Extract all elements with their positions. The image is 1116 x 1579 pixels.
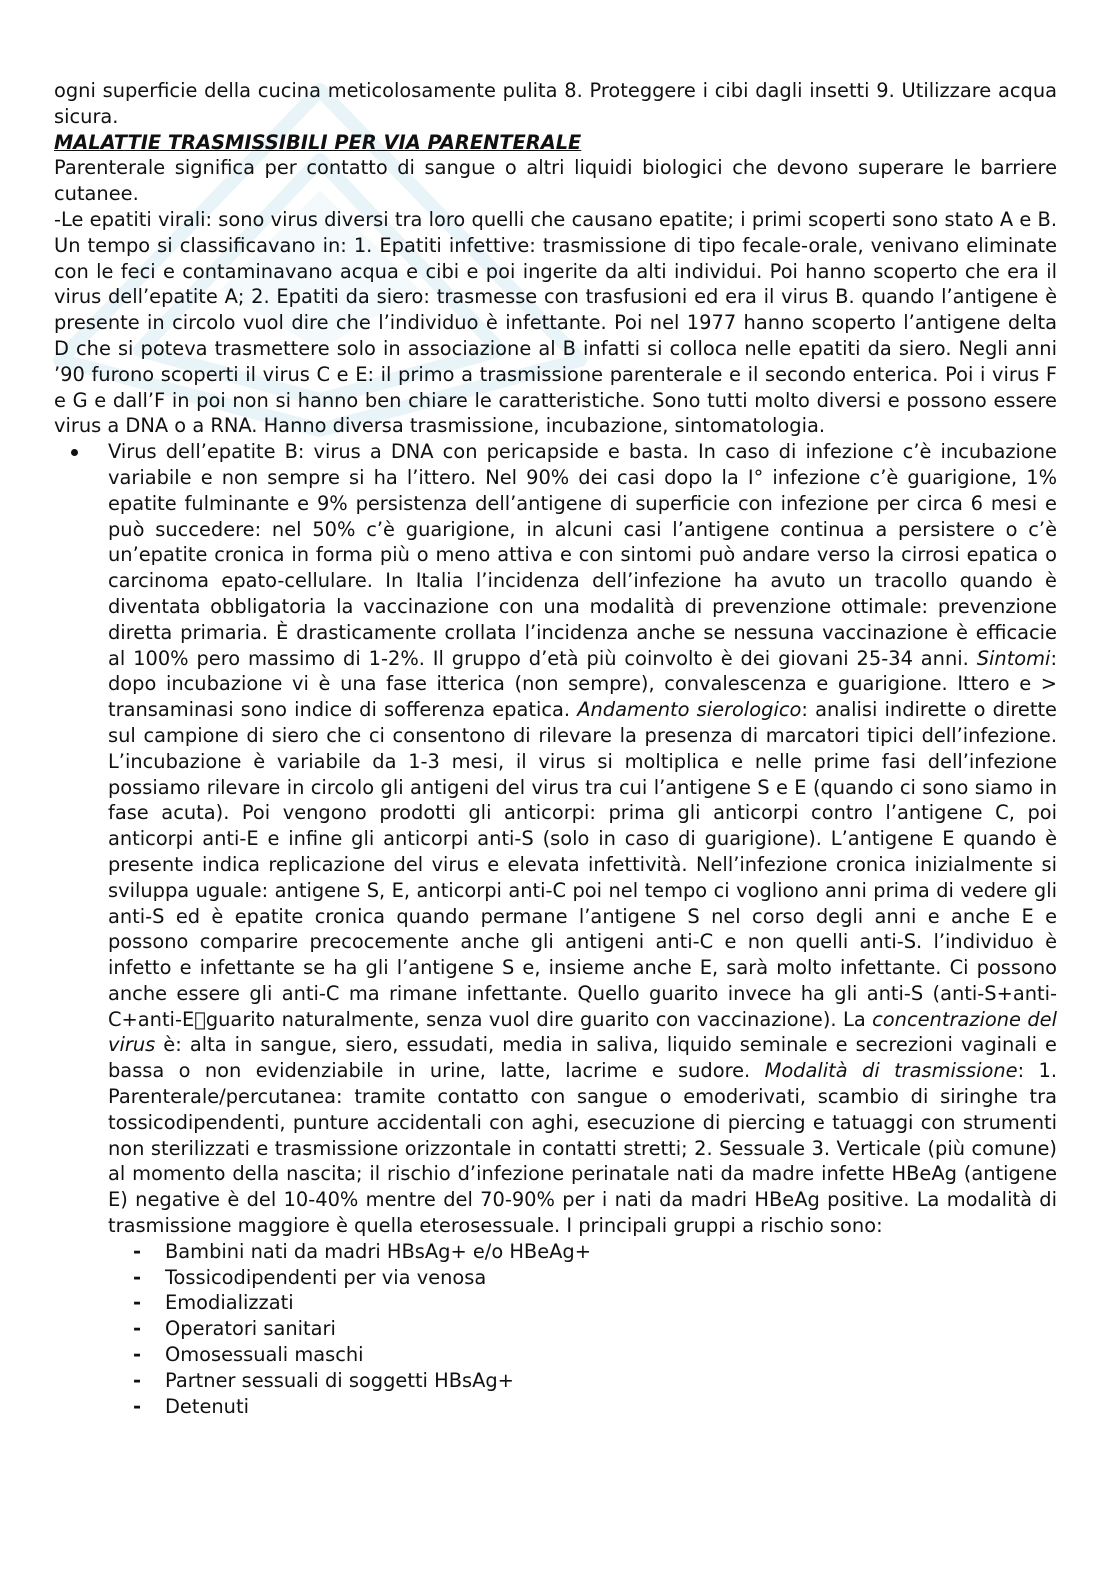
- dash-icon: -: [133, 1317, 142, 1341]
- dash-icon: -: [133, 1265, 142, 1289]
- dash-icon: -: [133, 1343, 142, 1367]
- list-item: [54, 1394, 1057, 1420]
- list-item: [54, 1265, 1057, 1291]
- dash-icon: -: [133, 1239, 142, 1263]
- list-item: [54, 1316, 1057, 1342]
- hbv-text-4: è: alta in sangue, siero, essudati, media in saliva, liquido seminale e secrezioni vaginali e bassa o non evidenziabile in urine, latte, lacrime e sudore.: [108, 1033, 1057, 1083]
- hbv-text-1: Virus dell’epatite B: virus a DNA con pericapside e basta. In caso di infezione c’è incubazione variabile e non sempre si ha l’ittero. Nel 90% dei casi dopo la I° infezione c’è guarigione, 1% epatite fulminante e 9% persistenza dell’antigene di superficie con infezione per circa 6 mesi e può succedere: nel 50% c’è guarigione, in alcuni casi l’antigene continua a persistere o c’è un’epatite cronica in forma più o meno attiva e con sintomi può andare verso la cirrosi epatica o carcinoma epato-cellulare. In Italia l’incidenza dell’infezione ha avuto un tracollo quando è diventata obbligatoria la vaccinazione con una modalità di prevenzione ottimale: prevenzione diretta primaria. È drasticamente crollata l’incidenza anche se nessuna vaccinazione è efficacie al 100% pero massimo di 1-2%. Il gruppo d’età più coinvolto è dei giovani 25-34 anni.: [108, 440, 1057, 670]
- document-page: [54, 78, 1057, 1419]
- list-item-hepatitis-b: [54, 439, 1057, 1239]
- risk-group-label: Partner sessuali di soggetti HBsAg+: [165, 1368, 514, 1392]
- dash-icon: -: [133, 1368, 142, 1392]
- hbv-text-2: : dopo incubazione vi è una fase itterica (non sempre), convalescenza e guarigione. Ittero e > transaminasi sono indice di sofferenza epatica.: [108, 646, 1057, 722]
- intro-paragraph: ogni superficie della cucina meticolosamente pulita 8. Proteggere i cibi dagli insetti 9. Utilizzare acqua sicura.: [54, 79, 1057, 128]
- definition-paragraph: Parenterale significa per contatto di sangue o altri liquidi biologici che devono superare le barriere cutanee.: [54, 156, 1057, 206]
- risk-group-label: Emodializzati: [165, 1291, 294, 1315]
- hbv-text-5: : 1. Parenterale/percutanea: tramite contatto con sangue o emoderivati, scambio di siringhe tra tossicodipendenti, punture accidentali con aghi, esecuzione di piercing e tatuaggi con strumenti non sterilizzati e trasmissione orizzontale in contatti stretti; 2. Sessuale 3. Verticale (più comune) al momento della nascita; il rischio d’infezione perinatale nati da madre infette HBeAg (antigene E) negative è del 10-40% mentre del 70-90% per i nati da madri HBeAg positive. La modalità di trasmissione maggiore è quella eterosessuale. I principali gruppi a rischio sono:: [108, 1059, 1057, 1238]
- sintomi-label: Sintomi: [976, 646, 1051, 670]
- modalita-label: Modalità di trasmissione: [764, 1059, 1018, 1083]
- risk-groups-list: [54, 1239, 1057, 1420]
- list-item: [54, 1368, 1057, 1394]
- dash-icon: -: [133, 1394, 142, 1418]
- dash-icon: -: [133, 1291, 142, 1315]
- risk-group-label: Bambini nati da madri HBsAg+ e/o HBeAg+: [165, 1239, 591, 1263]
- risk-group-label: Omosessuali maschi: [165, 1343, 364, 1367]
- epatiti-paragraph: -Le epatiti virali: sono virus diversi tra loro quelli che causano epatite; i primi scoperti sono stato A e B. Un tempo si classificavano in: 1. Epatiti infettive: trasmissione di tipo fecale-orale, venivano eliminate con le feci e contaminavano acqua e cibi e poi ingerite da alti individui. Poi hanno scoperto che era il virus dell’epatite A; 2. Epatiti da siero: trasmesse con trasfusioni ed era il virus B. quando l’antigene è presente in circolo vuol dire che l’individuo è infettante. Poi nel 1977 hanno scoperto l’antigene delta D che si poteva trasmettere solo in associazione al B infatti si colloca nelle epatiti da siero. Negli anni ’90 furono scoperti il virus C e E: il primo a trasmissione parenterale e il secondo enterica. Poi i virus F e G e dall’F in poi non si hanno ben chiare le caratteristiche. Sono tutti molto diversi e possono essere virus a DNA o a RNA. Hanno diversa trasmissione, incubazione, sintomatologia.: [54, 207, 1057, 438]
- hbv-text-3: : analisi indirette o dirette sul campione di siero che ci consentono di rilevare la presenza di marcatori tipici dell’infezione. L’incubazione è variabile da 1-3 mesi, il virus si moltiplica e nelle prime fasi dell’infezione possiamo rilevare in circolo gli antigeni del virus tra cui l’antigene S e E (quando ci sono siamo in fase acuta). Poi vengono prodotti gli anticorpi: prima gli anticorpi contro l’antigene C, poi anticorpi anti-E e infine gli anticorpi anti-S (solo in caso di guarigione). L’antigene E quando è presente indica replicazione del virus e elevata infettività. Nell’infezione cronica inizialmente si sviluppa uguale: antigene S, E, anticorpi anti-C poi nel tempo ci vogliono anni prima di vedere gli anti-S ed è epatite cronica quando permane l’antigene S nel corso degli anni e anche E e possono comparire precocemente anche gli antigeni anti-C e non quelli anti-S. l’individuo è infetto e infettante se ha gli l’antigene S e, insieme anche E, sarà molto infettante. Ci possono anche essere gli anti-C ma rimane infettante. Quello guarito invece ha gli anti-S (anti-S+anti-C+anti-E guarito naturalmente, senza vuol dire guarito con vaccinazione). La: [108, 698, 1057, 1031]
- bullet-icon: [71, 449, 78, 456]
- risk-group-label: Operatori sanitari: [165, 1317, 336, 1341]
- list-item: [54, 1290, 1057, 1316]
- hepatitis-b-paragraph: [108, 439, 1057, 1239]
- bullet-list: [54, 439, 1057, 1239]
- list-item: [54, 1342, 1057, 1368]
- risk-group-label: Tossicodipendenti per via venosa: [165, 1265, 487, 1289]
- section-heading: MALATTIE TRASMISSIBILI PER VIA PARENTERALE: [54, 130, 582, 154]
- risk-group-label: Detenuti: [165, 1394, 249, 1418]
- list-item: [54, 1239, 1057, 1265]
- concentrazione-label: concentrazione del virus: [108, 1007, 1058, 1057]
- andamento-label: Andamento sierologico: [577, 698, 802, 722]
